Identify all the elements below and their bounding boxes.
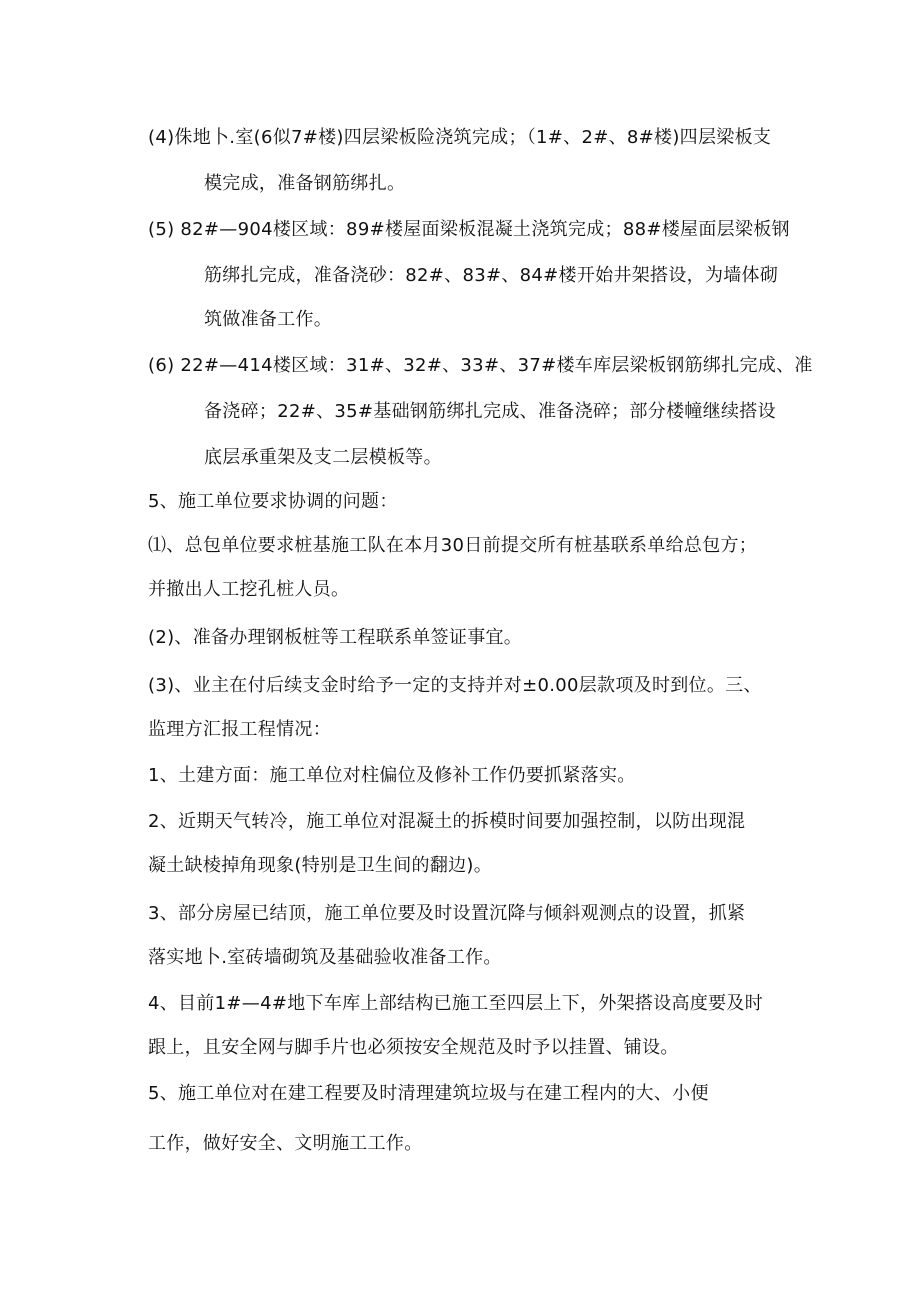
text-line-9: 5、施工单位要求协调的问题： bbox=[148, 491, 398, 512]
text-line-14: 监理方汇报工程情况： bbox=[148, 719, 331, 740]
text-line-23: 工作，做好安全、文明施工工作。 bbox=[148, 1133, 423, 1154]
text-line-2: 模完成，准备钢筋绑扎。 bbox=[204, 173, 406, 194]
text-line-6: (6) 22#—414楼区域：31#、32#、33#、37#楼车库层梁板钢筋绑扎完成、准 bbox=[148, 355, 813, 376]
text-line-5: 筑做准备工作。 bbox=[204, 309, 333, 330]
text-line-12: (2)、准备办理钢板桩等工程联系单签证事宜。 bbox=[148, 627, 523, 648]
text-line-10: ⑴、总包单位要求桩基施工队在本月30日前提交所有桩基联系单给总包方； bbox=[148, 535, 758, 556]
text-line-1: (4)侏地卜.室(6似7#楼)四层梁板险浇筑完成；（1#、2#、8#楼)四层梁板支 bbox=[148, 127, 772, 148]
text-line-17: 凝土缺棱掉角现象(特别是卫生间的翻边)。 bbox=[148, 855, 493, 876]
text-line-13: (3)、业主在付后续支金时给予一定的支持并对±0.00层款项及时到位。三、 bbox=[148, 675, 762, 696]
text-line-4: 筋绑扎完成，准备浇砂：82#、83#、84#楼开始井架搭设，为墙体砌 bbox=[204, 265, 779, 286]
text-line-8: 底层承重架及支二层模板等。 bbox=[204, 447, 442, 468]
text-line-7: 备浇碎；22#、35#基础钢筋绑扎完成、准备浇碎；部分楼幢继续搭设 bbox=[204, 401, 776, 422]
text-line-3: (5) 82#—904楼区域：89#楼屋面梁板混凝土浇筑完成；88#楼屋面层梁板钢 bbox=[148, 219, 790, 240]
text-line-20: 4、目前1#—4#地下车库上部结构已施工至四层上下，外架搭设高度要及时 bbox=[148, 993, 764, 1014]
text-line-19: 落实地卜.室砖墙砌筑及基础验收准备工作。 bbox=[148, 947, 502, 968]
text-line-11: 并撤出人工挖孔桩人员。 bbox=[148, 579, 350, 600]
text-line-21: 跟上，且安全网与脚手片也必须按安全规范及时予以挂置、铺设。 bbox=[148, 1037, 679, 1058]
text-line-22: 5、施工单位对在建工程要及时清理建筑垃圾与在建工程内的大、小便 bbox=[148, 1083, 709, 1104]
text-line-18: 3、部分房屋已结顶，施工单位要及时设置沉降与倾斜观测点的设置，抓紧 bbox=[148, 903, 746, 924]
text-line-16: 2、近期天气转冷，施工单位对混凝土的拆模时间要加强控制，以防出现混 bbox=[148, 811, 746, 832]
text-line-15: 1、土建方面：施工单位对柱偏位及修补工作仍要抓紧落实。 bbox=[148, 765, 636, 786]
